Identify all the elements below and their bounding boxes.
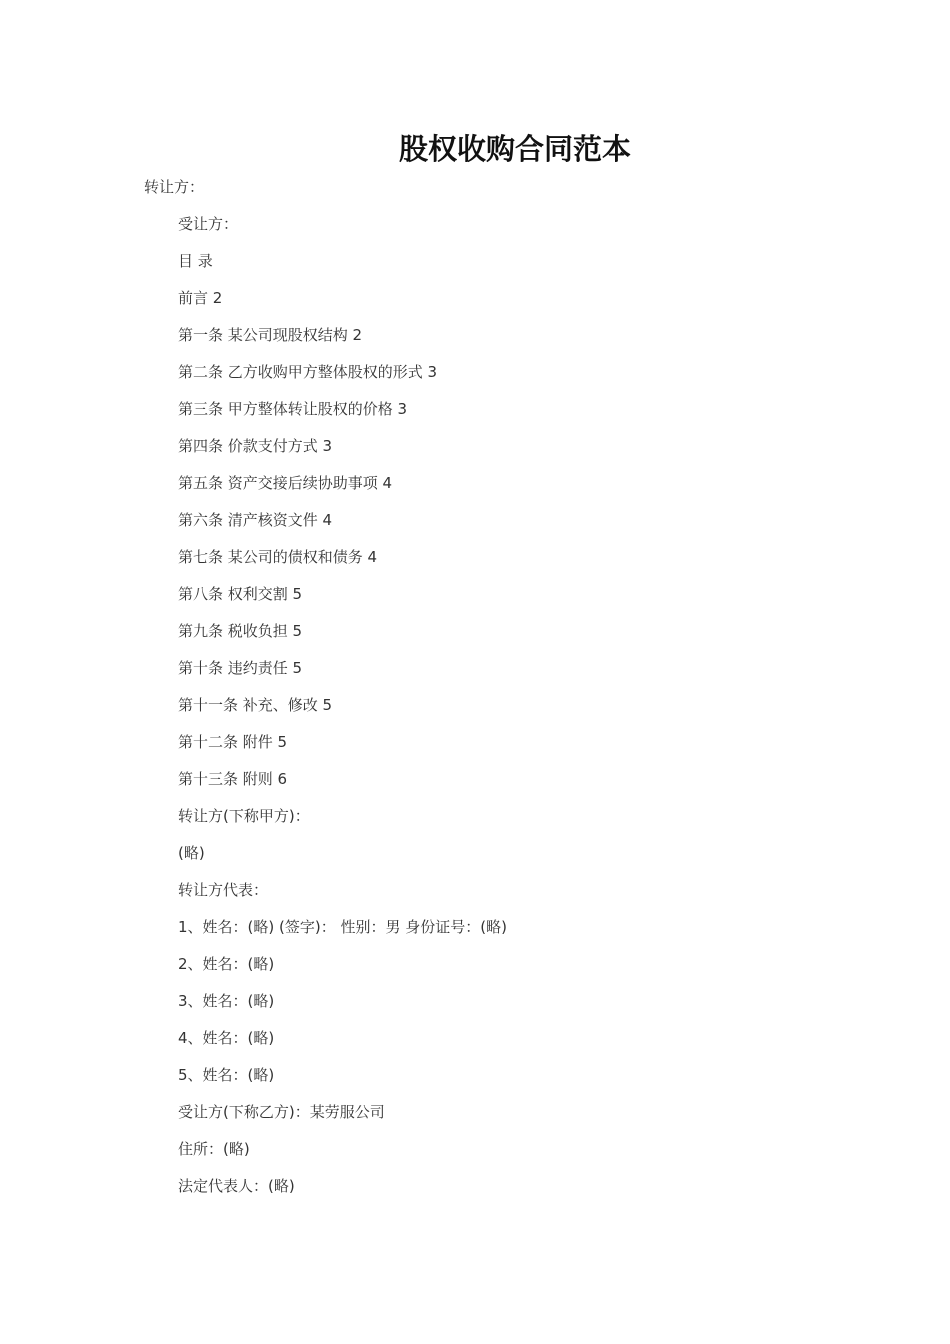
- toc-item-article-12: 第十二条 附件 5: [178, 733, 288, 751]
- toc-item-preface: 前言 2: [178, 289, 223, 307]
- representative-item-3: 3、姓名：(略): [178, 992, 275, 1010]
- toc-item-article-8: 第八条 权利交割 5: [178, 585, 303, 603]
- paragraph-transferor-party-a: 转让方(下称甲方)：: [178, 807, 310, 825]
- toc-item-article-6: 第六条 清产核资文件 4: [178, 511, 333, 529]
- document-body: [178, 213, 507, 1212]
- toc-item-article-13: 第十三条 附则 6: [178, 770, 288, 788]
- toc-item-article-3: 第三条 甲方整体转让股权的价格 3: [178, 400, 408, 418]
- transferor-line: 转让方：: [144, 178, 205, 196]
- paragraph-legal-representative: 法定代表人：(略): [178, 1177, 295, 1195]
- toc-item-article-11: 第十一条 补充、修改 5: [178, 696, 333, 714]
- paragraph-transferee-party-b: 受让方(下称乙方)：某劳服公司: [178, 1103, 385, 1121]
- toc-item-article-1: 第一条 某公司现股权结构 2: [178, 326, 363, 344]
- paragraph-transferor-representatives: 转让方代表：: [178, 881, 269, 899]
- toc-item-article-5: 第五条 资产交接后续协助事项 4: [178, 474, 393, 492]
- representative-item-1: 1、姓名：(略) (签字)： 性别：男 身份证号：(略): [178, 918, 507, 936]
- toc-item-article-2: 第二条 乙方收购甲方整体股权的形式 3: [178, 363, 438, 381]
- representative-item-4: 4、姓名：(略): [178, 1029, 275, 1047]
- representative-item-5: 5、姓名：(略): [178, 1066, 275, 1084]
- toc-item-article-10: 第十条 违约责任 5: [178, 659, 303, 677]
- toc-item-article-7: 第七条 某公司的债权和债务 4: [178, 548, 378, 566]
- paragraph-transferee: 受让方：: [178, 215, 239, 233]
- toc-heading: 目 录: [178, 252, 213, 270]
- representative-item-2: 2、姓名：(略): [178, 955, 275, 973]
- document-title: 股权收购合同范本: [398, 132, 631, 166]
- toc-item-article-9: 第九条 税收负担 5: [178, 622, 303, 640]
- toc-item-article-4: 第四条 价款支付方式 3: [178, 437, 333, 455]
- paragraph-omitted: (略): [178, 844, 205, 862]
- paragraph-address: 住所：(略): [178, 1140, 250, 1158]
